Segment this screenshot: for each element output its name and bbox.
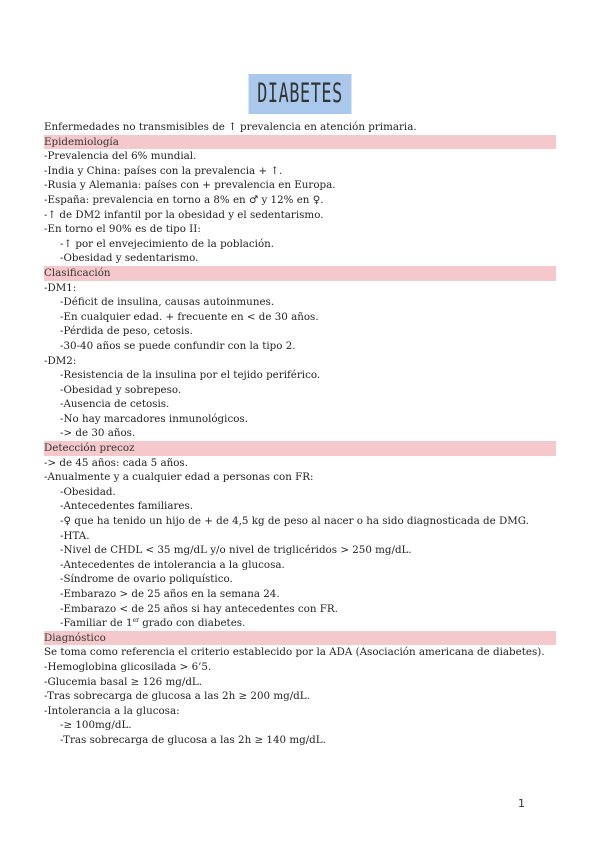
list-item: -↑ de DM2 infantil por la obesidad y el sedentarismo. <box>44 208 324 221</box>
sub-list-item <box>44 616 556 631</box>
sub-list-item: -Antecedentes de intolerancia a la glucosa. <box>60 558 285 571</box>
list-item: -India y China: países con la prevalencia + ↑. <box>44 164 283 177</box>
list-item: -Rusia y Alemania: países con + prevalencia en Europa. <box>44 179 336 192</box>
sub-list-item: -Resistencia de la insulina por el tejido periférico. <box>60 369 321 382</box>
superscript: er <box>132 617 139 625</box>
section-heading-diagnostico: Diagnóstico <box>44 631 556 646</box>
text-fragment: grado con diabetes. <box>138 617 246 630</box>
sub-list-item: -Tras sobrecarga de glucosa a las 2h ≥ 140 mg/dL. <box>60 733 326 746</box>
list-item: -Anualmente y a cualquier edad a personas con FR: <box>44 471 314 484</box>
sub-list-item: -Obesidad y sobrepeso. <box>60 383 182 396</box>
list-item: -España: prevalencia en torno a 8% en ♂ y 12% en ♀. <box>44 193 324 206</box>
section-intro: Se toma como referencia el criterio establecido por la ADA (Asociación americana de diabetes). <box>44 646 545 659</box>
document-body <box>44 120 556 748</box>
sub-list-item: -Obesidad y sedentarismo. <box>60 252 199 265</box>
section-heading-clasificacion: Clasificación <box>44 266 556 281</box>
sub-list-item: -Déficit de insulina, causas autoinmunes. <box>60 296 275 309</box>
sub-list-item: -En cualquier edad. + frecuente en < de 30 años. <box>60 310 319 323</box>
sub-list-item: -↑ por el envejecimiento de la población. <box>60 237 275 250</box>
list-item: -En torno el 90% es de tipo II: <box>44 223 201 236</box>
list-item: -Prevalencia del 6% mundial. <box>44 150 197 163</box>
page-title: DIABETES <box>249 74 352 114</box>
section-heading-deteccion: Detección precoz <box>44 441 556 456</box>
sub-list-item: -Nivel de CHDL < 35 mg/dL y/o nivel de triglicéridos > 250 mg/dL. <box>60 544 412 557</box>
sub-list-item: -Embarazo < de 25 años si hay antecedentes con FR. <box>60 602 338 615</box>
sub-list-item: -HTA. <box>60 529 90 542</box>
sub-list-item: -Ausencia de cetosis. <box>60 398 170 411</box>
sub-list-item: -Síndrome de ovario poliquístico. <box>60 573 233 586</box>
sub-list-item: -No hay marcadores inmunológicos. <box>60 412 248 425</box>
list-item: -Glucemia basal ≥ 126 mg/dL. <box>44 675 203 688</box>
sub-list-item: -30-40 años se puede confundir con la tipo 2. <box>60 339 296 352</box>
list-item: -Hemoglobina glicosilada > 6’5. <box>44 660 212 673</box>
sub-list-item: -≥ 100mg/dL. <box>60 719 132 732</box>
list-item: -Tras sobrecarga de glucosa a las 2h ≥ 200 mg/dL. <box>44 690 310 703</box>
sub-list-item: -Antecedentes familiares. <box>60 500 194 513</box>
list-item: -DM2: <box>44 354 77 367</box>
sub-list-item: -Pérdida de peso, cetosis. <box>60 325 193 338</box>
page-number: 1 <box>518 797 525 810</box>
sub-list-item: -Embarazo > de 25 años en la semana 24. <box>60 588 280 600</box>
sub-list-item: -Obesidad. <box>60 485 116 498</box>
list-item: -> de 45 años: cada 5 años. <box>44 456 188 469</box>
list-item: -DM1: <box>44 281 77 294</box>
list-item: -Intolerancia a la glucosa: <box>44 704 180 717</box>
title-wrapper <box>0 74 600 114</box>
intro-text: Enfermedades no transmisibles de ↑ prevalencia en atención primaria. <box>44 121 417 133</box>
section-heading-epidemiologia: Epidemiología <box>44 135 556 150</box>
text-fragment: -Familiar de 1 <box>60 617 133 630</box>
sub-list-item: -♀ que ha tenido un hijo de + de 4,5 kg de peso al nacer o ha sido diagnosticada de DMG. <box>60 515 529 528</box>
sub-list-item: -> de 30 años. <box>60 427 136 440</box>
